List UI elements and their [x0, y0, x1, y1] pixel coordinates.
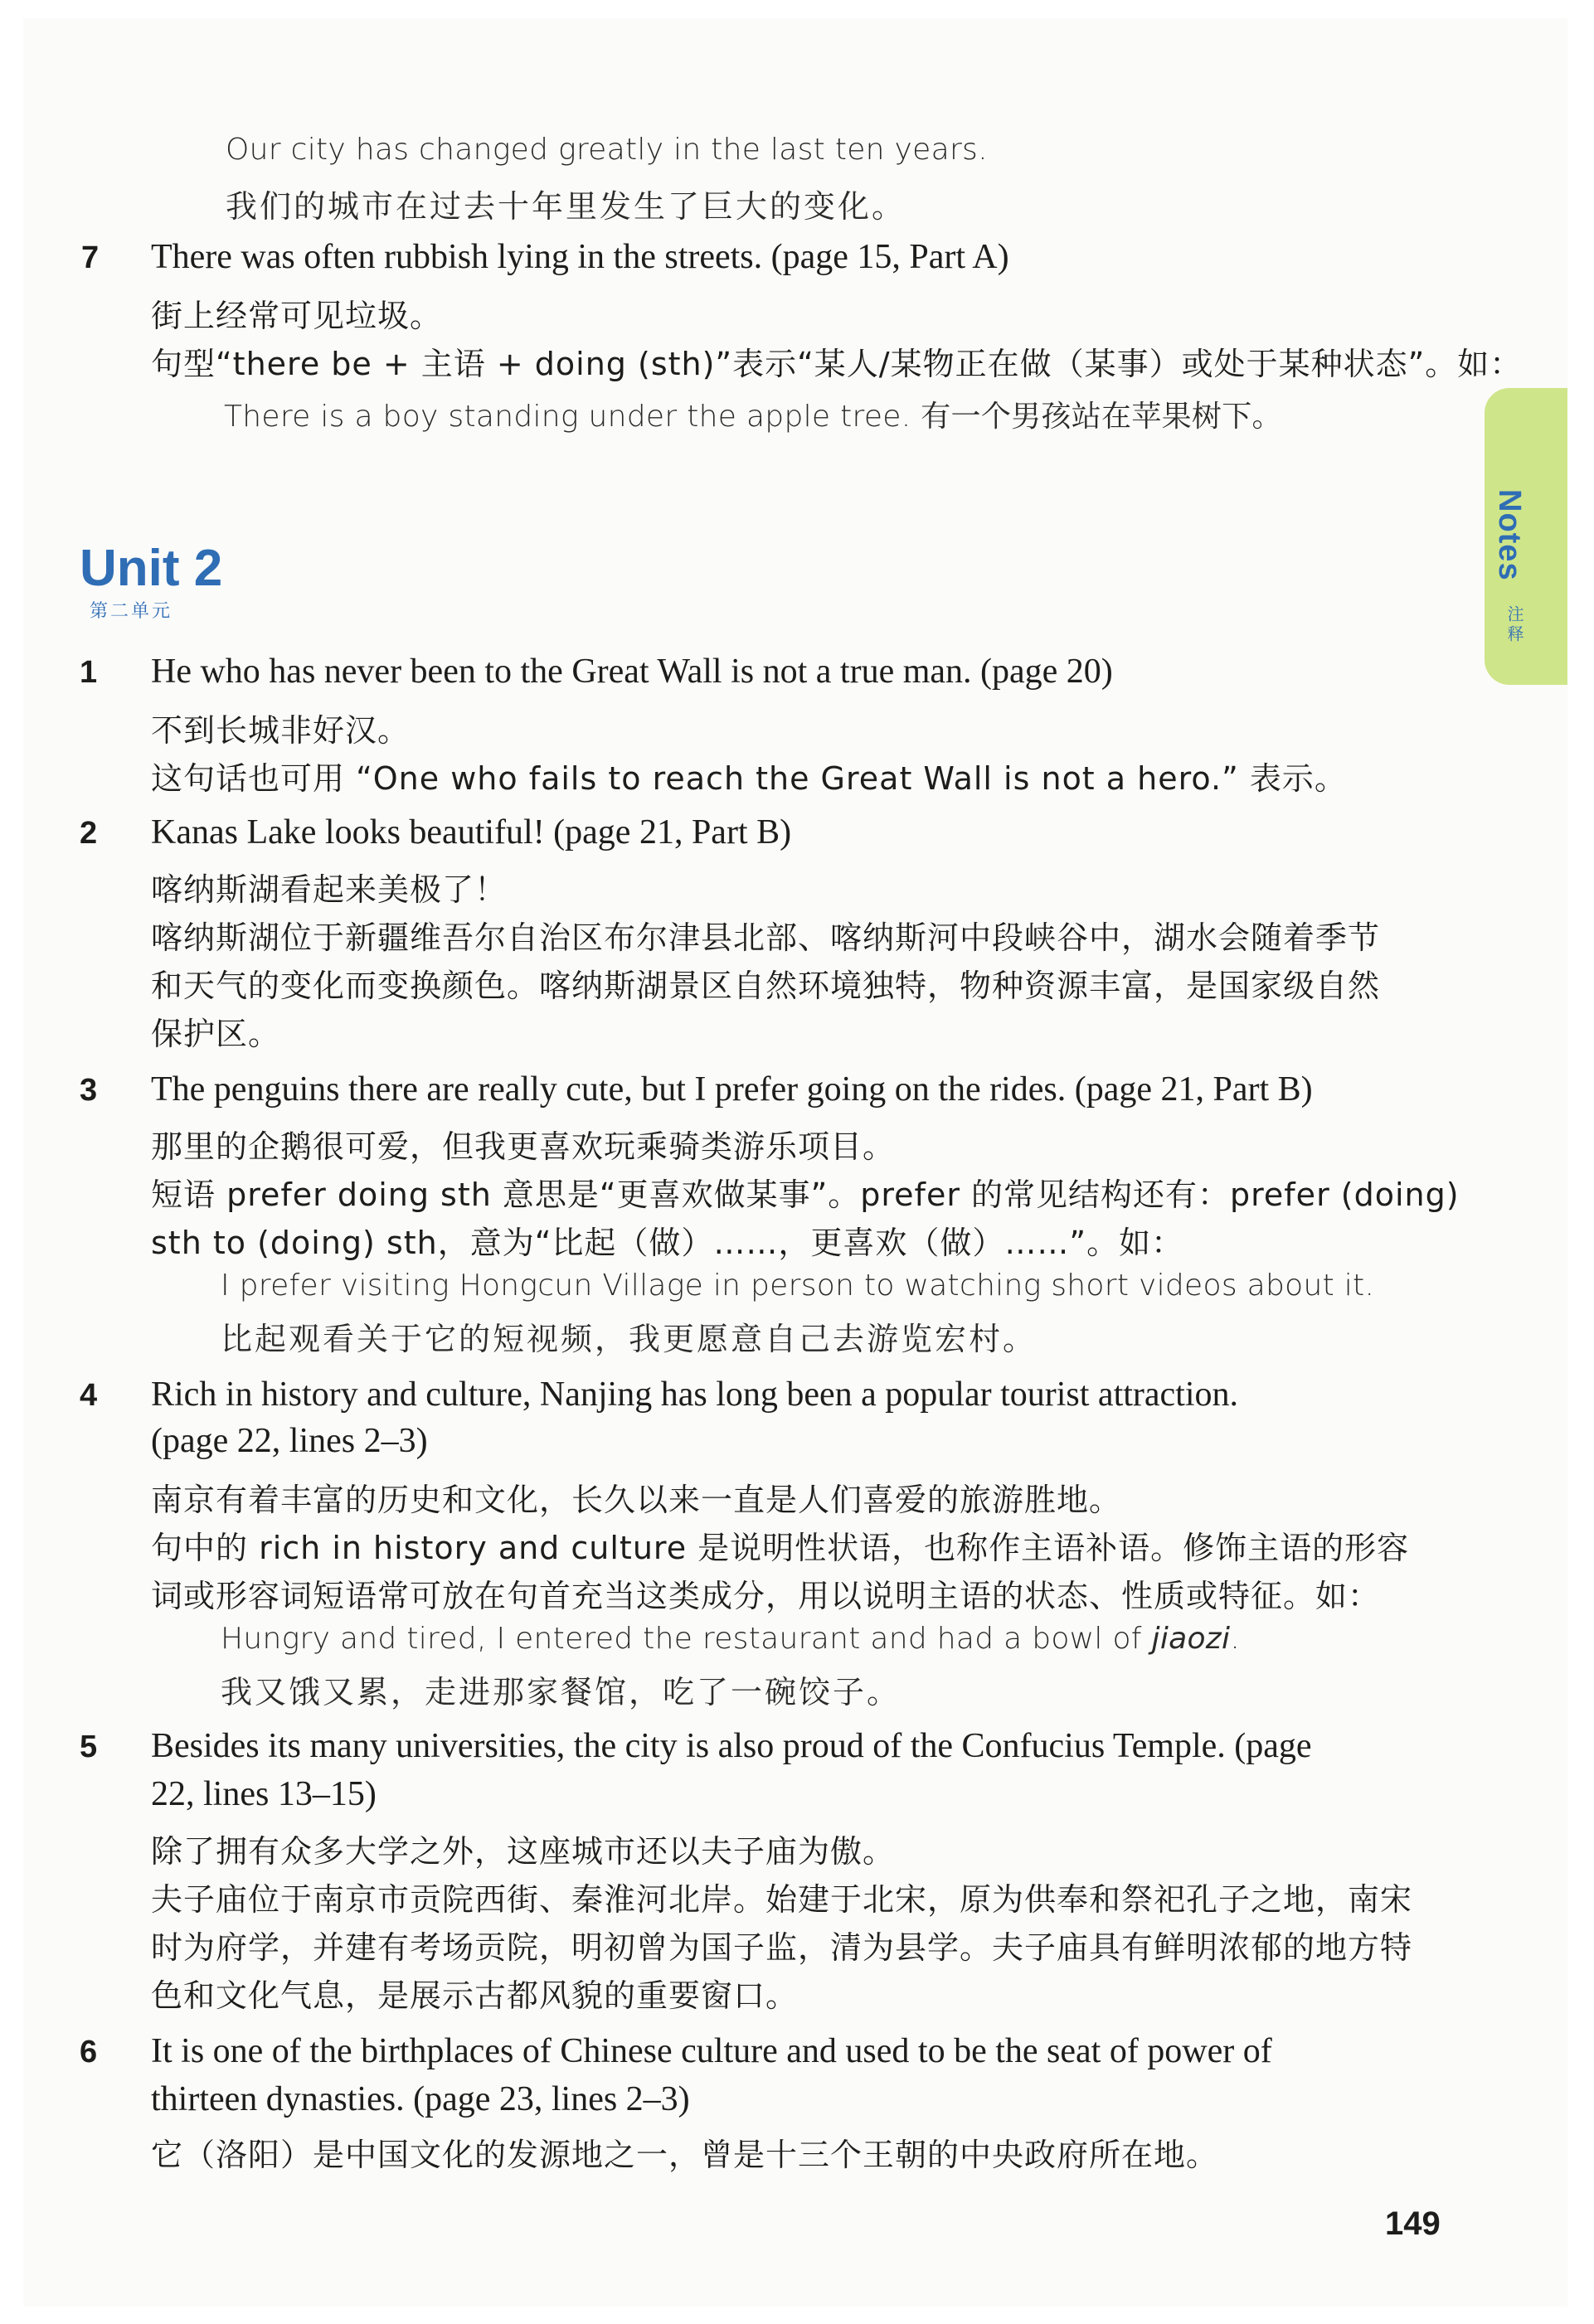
note-number: 7	[81, 240, 100, 275]
note-sentence: The penguins there are really cute, but I prefer going on the rides. (page 21, Part B)	[151, 1070, 1313, 1109]
note-sentence-line: Besides its many universities, the city is also proud of the Confucius Temple. (page	[151, 1727, 1312, 1765]
note-number: 5	[80, 1730, 98, 1764]
note-explanation: 句型“there be + 主语 + doing (sth)”表示“某人/某物正在做（某事）或处于某种状态”。如：	[151, 346, 1523, 382]
note-sentence-line: It is one of the birthplaces of Chinese culture and used to be the seat of power of	[151, 2032, 1272, 2070]
note-number: 3	[80, 1073, 98, 1108]
note-sentence-line: Rich in history and culture, Nanjing has long been a popular tourist attraction.	[151, 1375, 1239, 1414]
note-sentence: There was often rubbish lying in the streets. (page 15, Part A)	[151, 238, 1009, 276]
note-translation: 喀纳斯湖看起来美极了！	[151, 871, 508, 908]
note-example-chinese: 我又饿又累，走进那家餐馆，吃了一碗饺子。	[221, 1674, 901, 1710]
note-explanation-line: 短语 prefer doing sth 意思是“更喜欢做某事”。prefer 的常见结构还有：prefer (doing)	[151, 1177, 1460, 1213]
note-explanation: 这句话也可用 “One who fails to reach the Great Wall is not a hero.” 表示。	[151, 760, 1347, 797]
note-sentence: He who has never been to the Great Wall is not a true man. (page 20)	[151, 653, 1113, 691]
note-example: There is a boy standing under the apple tree. 有一个男孩站在苹果树下。	[224, 400, 1282, 434]
note-explanation-line: 时为府学，并建有考场贡院，明初曾为国子监，清为县学。夫子庙具有鲜明浓郁的地方特	[151, 1929, 1413, 1966]
note-translation: 它（洛阳）是中国文化的发源地之一，曾是十三个王朝的中央政府所在地。	[151, 2137, 1219, 2173]
note-explanation-line: 喀纳斯湖位于新疆维吾尔自治区布尔津县北部、喀纳斯河中段峡谷中，湖水会随着季节	[151, 919, 1381, 956]
unit-subtitle: 第二单元	[90, 601, 173, 622]
note-example-english: I prefer visiting Hongcun Village in person to watching short videos about it.	[221, 1269, 1375, 1303]
note-explanation-line: 词或形容词短语常可放在句首充当这类成分，用以说明主语的状态、性质或特征。如：	[151, 1578, 1381, 1614]
note-translation: 除了拥有众多大学之外，这座城市还以夫子庙为傲。	[151, 1833, 896, 1870]
note-number: 6	[80, 2035, 98, 2069]
note-explanation-line: 句中的 rich in history and culture 是说明性状语，也称作主语补语。修饰主语的形容	[151, 1530, 1410, 1566]
note-example-english	[221, 1622, 1240, 1656]
note-explanation-line: 和天气的变化而变换颜色。喀纳斯湖景区自然环境独特，物种资源丰富，是国家级自然	[151, 968, 1381, 1004]
note-explanation-line: sth to (doing) sth，意为“比起（做）……，更喜欢（做）……”。如：	[151, 1225, 1184, 1261]
example-italic-word: jiaozi	[1151, 1622, 1231, 1656]
example-english: Our city has changed greatly in the last ten years.	[226, 133, 988, 167]
note-sentence-line: (page 22, lines 2–3)	[151, 1422, 428, 1460]
note-translation: 不到长城非好汉。	[151, 712, 411, 749]
example-text-end: .	[1230, 1622, 1241, 1656]
notes-tab-sublabel: 注释	[1504, 605, 1524, 645]
note-explanation-line: 色和文化气息，是展示古都风貌的重要窗口。	[151, 1977, 799, 2014]
notes-tab-label: Notes	[1492, 489, 1527, 581]
note-number: 4	[80, 1378, 98, 1413]
note-number: 1	[80, 655, 98, 690]
example-text: Hungry and tired, I entered the restaurant and had a bowl of	[221, 1622, 1152, 1656]
unit-title: Unit 2	[80, 540, 223, 597]
note-translation: 那里的企鹅很可爱，但我更喜欢玩乘骑类游乐项目。	[151, 1128, 896, 1165]
example-chinese: 我们的城市在过去十年里发生了巨大的变化。	[226, 188, 906, 225]
note-explanation-line: 夫子庙位于南京市贡院西街、秦淮河北岸。始建于北宋，原为供奉和祭祀孔子之地，南宋	[151, 1881, 1413, 1918]
note-sentence-line: 22, lines 13–15)	[151, 1775, 377, 1813]
note-number: 2	[80, 816, 98, 851]
note-translation: 南京有着丰富的历史和文化，长久以来一直是人们喜爱的旅游胜地。	[151, 1482, 1122, 1518]
note-sentence: Kanas Lake looks beautiful! (page 21, Part B)	[151, 813, 792, 851]
note-sentence-line: thirteen dynasties. (page 23, lines 2–3)	[151, 2080, 690, 2118]
page-number: 149	[1385, 2205, 1441, 2242]
note-explanation-line: 保护区。	[151, 1016, 281, 1052]
note-example-chinese: 比起观看关于它的短视频，我更愿意自己去游览宏村。	[221, 1321, 1038, 1357]
note-translation: 街上经常可见垃圾。	[151, 298, 443, 334]
